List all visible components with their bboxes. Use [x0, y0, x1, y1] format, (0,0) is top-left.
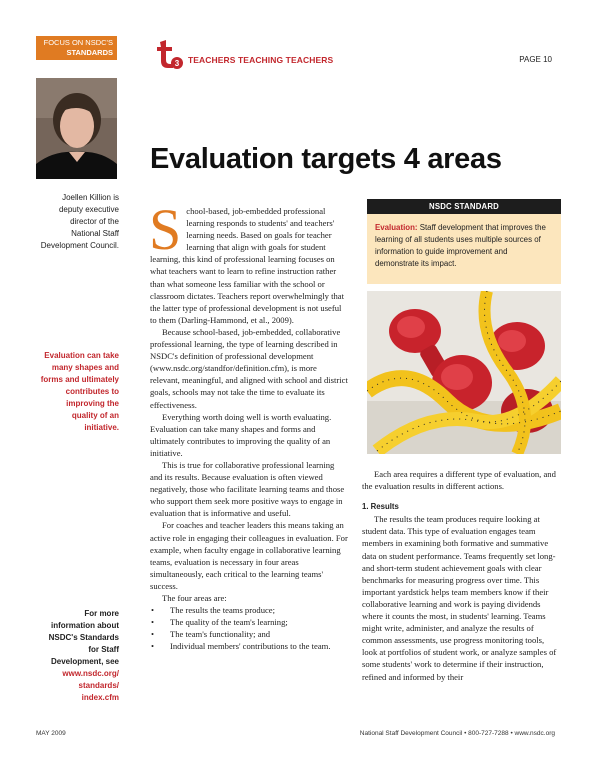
header-title: TEACHERS TEACHING TEACHERS	[188, 55, 334, 65]
footer-date: MAY 2009	[36, 730, 66, 737]
pull-quote-line: Evaluation can take	[44, 351, 119, 360]
footer-contact: National Staff Development Council • 800-727-7288 • www.nsdc.org	[359, 730, 555, 737]
article-paragraph: For coaches and teacher leaders this means taking an active role in engaging their colleagues in evaluation. For example, when faculty engage in collaborative learning teams, evaluation is necessary in four areas simultaneously, each critical to the learning teams' success.	[150, 520, 348, 591]
standard-heading: NSDC STANDARD	[367, 199, 561, 214]
subheading-results: 1. Results	[362, 502, 399, 512]
article-paragraph: The four areas are:	[162, 593, 227, 603]
bio-line: Development Council.	[40, 241, 119, 250]
article-paragraph: Each area requires a different type of evaluation, and the evaluation results in different actions.	[362, 469, 556, 492]
article-column-1	[149, 197, 348, 652]
article-paragraph: This is true for collaborative professional learning and its results. Because evaluation is often viewed negatively, those who facilitate learning teams and those who support them seek more positive ways to engage in evaluation that is informative and useful.	[150, 459, 345, 519]
t3-logo-icon	[152, 38, 184, 70]
article-paragraph: Because school-based, job-embedded, collaborative professional learning, the type of learning described in NSDC's definition of professional development (www.nsdc.org/standfor/definition.cfm), is more relevant, meaningful, and aligned with school and district goals, schools may not take the time to evaluate its effectiveness.	[150, 326, 348, 410]
article-paragraph: The results the team produces require looking at student data. This type of evaluation engages team members in examining both formative and summative data on student performance. Teams frequently set long- and short-term student achievement goals with clear benchmarks for measuring progress over time. This important yardstick helps team members know if their collaborative learning and work is paying dividends where it counts the most, in students' learning. Teams might write, administer, and analyze the results of common assessments, use progress monitoring tools, look at portfolios of student work, or analyze samples of some students' work to determine if their instruction, refined and informed by their	[362, 514, 557, 682]
article-headline: Evaluation targets 4 areas	[150, 143, 502, 175]
nsdc-standard-box	[367, 199, 561, 284]
standard-text: Staff development that improves the learning of all students uses multiple sources of information to guide improvement and demonstrate its impact.	[375, 223, 546, 268]
four-areas-list	[150, 604, 348, 652]
bio-line: National Staff	[71, 229, 119, 238]
standards-link[interactable]: www.nsdc.org/	[62, 669, 119, 678]
author-bio	[22, 192, 119, 252]
more-info-line: For more	[84, 609, 119, 618]
standards-link[interactable]: standards/	[78, 681, 119, 690]
focus-line1: FOCUS ON NSDC'S	[43, 38, 113, 47]
article-paragraph	[149, 197, 348, 326]
bio-line: director of the	[70, 217, 119, 226]
page-number: PAGE 10	[519, 55, 552, 64]
standard-label: Evaluation:	[375, 223, 418, 232]
article-column-2	[362, 468, 561, 683]
list-item: • The quality of the team's learning;	[150, 616, 348, 628]
list-item: • The results the teams produce;	[150, 604, 348, 616]
focus-line2: STANDARDS	[66, 48, 113, 57]
drop-cap: S	[149, 197, 182, 262]
standards-link[interactable]: index.cfm	[81, 693, 119, 702]
article-paragraph: Everything worth doing well is worth evaluating. Evaluation can take many shapes and forms and ultimately contributes to improving the quality of an initiative.	[150, 411, 332, 458]
logo-number: 3	[174, 59, 180, 68]
more-info-line: for Staff	[88, 645, 119, 654]
bio-line: Joellen Killion is	[62, 193, 119, 202]
dumbbells-photo	[367, 291, 561, 454]
focus-tag	[36, 36, 117, 60]
pull-quote-line: forms and ultimately	[40, 375, 119, 384]
pull-quote-line: improving the	[66, 399, 119, 408]
list-item: • Individual members' contributions to the team.	[150, 640, 348, 652]
more-info-line: NSDC's Standards	[48, 633, 119, 642]
pull-quote-line: quality of an	[71, 411, 119, 420]
list-item: • The team's functionality; and	[150, 628, 348, 640]
more-info-line: information about	[51, 621, 119, 630]
bio-line: deputy executive	[58, 205, 119, 214]
author-portrait	[36, 78, 117, 179]
pull-quote-line: initiative.	[84, 423, 119, 432]
standard-body	[367, 214, 561, 270]
pull-quote-line: many shapes and	[51, 363, 119, 372]
paragraph-text: chool-based, job-embedded professional learning responds to students' and teachers' learning needs. Based on goals for teacher learning that align with goals for student learning, this kind of professional learning focuses on what teachers want to learn to refine instruction rather than what someone less familiar with the school or classroom dictates. Teachers report overwhelmingly that the latter type of professional development is not useful to them (Darling-Hammond, et al., 2009).	[150, 206, 344, 325]
pull-quote	[22, 350, 119, 434]
more-info	[22, 608, 119, 704]
pull-quote-line: contributes to	[65, 387, 119, 396]
more-info-line: Development, see	[50, 657, 119, 666]
